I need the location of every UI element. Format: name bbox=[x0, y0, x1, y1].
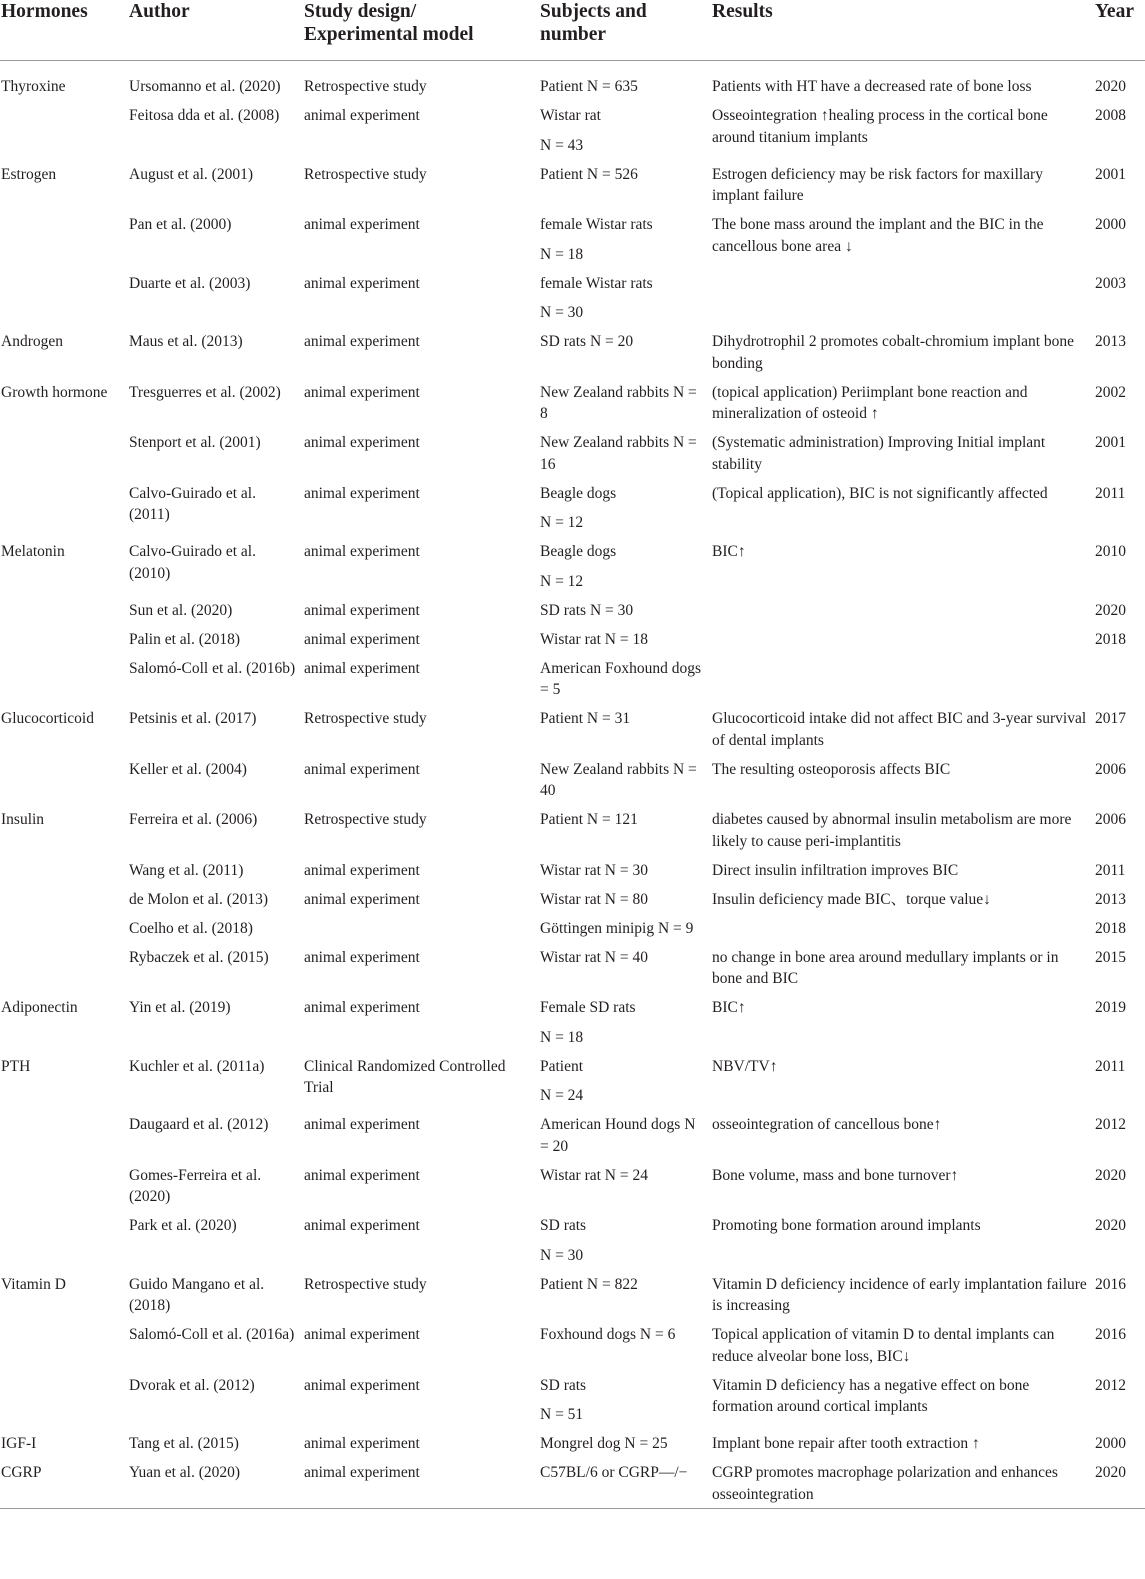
cell-study-design: animal experiment bbox=[304, 630, 420, 648]
cell-subjects bbox=[540, 703, 712, 754]
cell-subjects bbox=[540, 804, 712, 855]
cell-results: (Systematic administration) Improving Initial implant stability bbox=[712, 434, 1046, 473]
cell-study-design: animal experiment bbox=[304, 1326, 420, 1343]
subjects-line: Wistar rat N = 80 bbox=[540, 890, 648, 908]
subjects-line: American Hound dogs N = 20 bbox=[540, 1116, 696, 1155]
cell-hormone bbox=[0, 942, 129, 993]
cell-author: de Molon et al. (2013) bbox=[129, 890, 269, 908]
cell-subjects bbox=[540, 1457, 712, 1508]
table-row bbox=[0, 1269, 1145, 1320]
subjects-line: Female SD rats bbox=[540, 999, 636, 1016]
cell-hormone: IGF-I bbox=[1, 1435, 37, 1452]
cell-author: Kuchler et al. (2011a) bbox=[129, 1057, 265, 1075]
cell-hormone bbox=[0, 1210, 129, 1269]
subjects-line: female Wistar rats bbox=[540, 274, 653, 292]
cell-results: Promoting bone formation around implants bbox=[712, 1217, 981, 1234]
subjects-line: C57BL/6 or CGRP—/− bbox=[540, 1464, 688, 1481]
cell-author: Calvo-Guirado et al. (2010) bbox=[129, 543, 256, 582]
cell-year: 2018 bbox=[1095, 630, 1126, 648]
table-row bbox=[0, 1210, 1145, 1269]
cell-subjects bbox=[540, 478, 712, 537]
cell-study-design: animal experiment bbox=[304, 1464, 420, 1481]
cell-study-design: animal experiment bbox=[304, 999, 420, 1016]
cell-subjects bbox=[540, 1109, 712, 1160]
cell-subjects bbox=[540, 427, 712, 478]
subjects-line: Patient N = 526 bbox=[540, 165, 638, 183]
cell-results: no change in bone area around medullary implants or in bone and BIC bbox=[712, 948, 1059, 987]
subjects-line: SD rats N = 20 bbox=[540, 333, 634, 350]
subjects-line: N = 30 bbox=[540, 1246, 584, 1264]
cell-author: Rybaczek et al. (2015) bbox=[129, 948, 269, 966]
cell-year: 2001 bbox=[1095, 434, 1126, 451]
cell-year: 2011 bbox=[1095, 1057, 1126, 1075]
cell-hormone: Glucocorticoid bbox=[1, 710, 94, 727]
subjects-line: Wistar rat N = 18 bbox=[540, 630, 648, 648]
cell-subjects bbox=[540, 884, 712, 913]
subjects-line: Patient N = 635 bbox=[540, 78, 638, 95]
cell-study-design: animal experiment bbox=[304, 333, 420, 350]
cell-year: 2006 bbox=[1095, 760, 1126, 778]
cell-results bbox=[712, 595, 1095, 624]
cell-study-design: Retrospective study bbox=[304, 165, 427, 183]
cell-results: Vitamin D deficiency incidence of early implantation failure is increasing bbox=[712, 1275, 1087, 1314]
cell-subjects bbox=[540, 268, 712, 327]
cell-results: BIC↑ bbox=[712, 999, 746, 1016]
cell-author: Pan et al. (2000) bbox=[129, 216, 232, 233]
cell-subjects bbox=[540, 377, 712, 428]
subjects-line: Wistar rat N = 24 bbox=[540, 1166, 648, 1184]
cell-author: Ferreira et al. (2006) bbox=[129, 811, 258, 828]
cell-subjects bbox=[540, 754, 712, 805]
cell-year: 2006 bbox=[1095, 811, 1126, 828]
cell-author: Yuan et al. (2020) bbox=[129, 1464, 241, 1481]
cell-author: Wang et al. (2011) bbox=[129, 861, 244, 879]
subjects-line: Göttingen minipig N = 9 bbox=[540, 919, 694, 937]
cell-hormone bbox=[0, 624, 129, 653]
cell-results: (topical application) Periimplant bone reaction and mineralization of osteoid ↑ bbox=[712, 383, 1028, 422]
cell-author: Gomes-Ferreira et al. (2020) bbox=[129, 1166, 262, 1205]
table-row bbox=[0, 884, 1145, 913]
cell-author: Guido Mangano et al. (2018) bbox=[129, 1275, 265, 1314]
cell-hormone bbox=[0, 268, 129, 327]
subjects-line: female Wistar rats bbox=[540, 216, 653, 233]
cell-year: 2019 bbox=[1095, 999, 1126, 1016]
table-row bbox=[0, 992, 1145, 1051]
cell-year: 2015 bbox=[1095, 948, 1126, 966]
cell-author: August et al. (2001) bbox=[129, 165, 253, 183]
cell-subjects bbox=[540, 624, 712, 653]
cell-subjects bbox=[540, 653, 712, 704]
subjects-line: SD rats bbox=[540, 1376, 587, 1394]
cell-hormone bbox=[0, 884, 129, 913]
cell-results: Implant bone repair after tooth extraction ↑ bbox=[712, 1435, 980, 1452]
cell-study-design: animal experiment bbox=[304, 383, 420, 401]
header-subjects: Subjects and number bbox=[540, 0, 712, 61]
cell-author: Palin et al. (2018) bbox=[129, 630, 241, 648]
cell-results: Direct insulin infiltration improves BIC bbox=[712, 861, 959, 879]
table-header bbox=[0, 0, 1145, 61]
subjects-line: Wistar rat bbox=[540, 107, 601, 124]
cell-hormone bbox=[0, 1109, 129, 1160]
cell-study-design: animal experiment bbox=[304, 659, 420, 677]
cell-subjects bbox=[540, 595, 712, 624]
cell-author: Salomó-Coll et al. (2016a) bbox=[129, 1326, 295, 1343]
cell-hormone bbox=[0, 100, 129, 159]
cell-hormone: Insulin bbox=[1, 811, 45, 828]
table-row bbox=[0, 61, 1145, 101]
table-row bbox=[0, 1370, 1145, 1429]
subjects-line: Wistar rat N = 30 bbox=[540, 861, 648, 879]
table-row bbox=[0, 427, 1145, 478]
cell-hormone: CGRP bbox=[1, 1464, 42, 1481]
cell-author: Yin et al. (2019) bbox=[129, 999, 231, 1016]
cell-hormone bbox=[0, 209, 129, 268]
subjects-line: Patient N = 121 bbox=[540, 811, 638, 828]
cell-results: Bone volume, mass and bone turnover↑ bbox=[712, 1166, 959, 1184]
subjects-line: Mongrel dog N = 25 bbox=[540, 1435, 668, 1452]
table-row bbox=[0, 942, 1145, 993]
cell-results: Osseointegration ↑healing process in the cortical bone around titanium implants bbox=[712, 107, 1048, 146]
table-row bbox=[0, 100, 1145, 159]
cell-author: Salomó-Coll et al. (2016b) bbox=[129, 659, 296, 677]
cell-year: 2020 bbox=[1095, 78, 1126, 95]
cell-study-design: Retrospective study bbox=[304, 710, 427, 727]
subjects-line: N = 12 bbox=[540, 514, 584, 531]
cell-subjects bbox=[540, 1051, 712, 1110]
cell-study-design: animal experiment bbox=[304, 274, 420, 292]
subjects-line: N = 18 bbox=[540, 245, 584, 263]
cell-study-design: animal experiment bbox=[304, 216, 420, 233]
cell-year: 2000 bbox=[1095, 216, 1126, 233]
cell-study-design: animal experiment bbox=[304, 760, 420, 778]
subjects-line: Patient bbox=[540, 1057, 584, 1075]
cell-year: 2008 bbox=[1095, 107, 1126, 124]
header-study-design: Study design/ Experimental model bbox=[304, 0, 540, 61]
table-row bbox=[0, 377, 1145, 428]
cell-results: (Topical application), BIC is not significantly affected bbox=[712, 484, 1048, 502]
cell-author: Stenport et al. (2001) bbox=[129, 434, 261, 451]
cell-year: 2020 bbox=[1095, 1166, 1126, 1184]
cell-author: Maus et al. (2013) bbox=[129, 333, 243, 350]
cell-author: Ursomanno et al. (2020) bbox=[129, 78, 281, 95]
cell-hormone bbox=[0, 427, 129, 478]
cell-subjects bbox=[540, 855, 712, 884]
subjects-line: SD rats bbox=[540, 1217, 587, 1234]
cell-year: 2003 bbox=[1095, 274, 1126, 292]
table-row bbox=[0, 595, 1145, 624]
cell-hormone bbox=[0, 478, 129, 537]
subjects-line: New Zealand rabbits N = 16 bbox=[540, 434, 697, 473]
cell-study-design: animal experiment bbox=[304, 1217, 420, 1234]
subjects-line: N = 18 bbox=[540, 1028, 584, 1046]
cell-study-design: animal experiment bbox=[304, 1116, 420, 1133]
cell-year: 2016 bbox=[1095, 1275, 1126, 1293]
cell-results: Topical application of vitamin D to dental implants can reduce alveolar bone loss, BIC↓ bbox=[712, 1326, 1055, 1365]
header-year: Year bbox=[1095, 0, 1145, 61]
table-row bbox=[0, 855, 1145, 884]
cell-subjects bbox=[540, 1269, 712, 1320]
cell-results bbox=[712, 913, 1095, 942]
subjects-line: Wistar rat N = 40 bbox=[540, 948, 648, 966]
cell-year: 2020 bbox=[1095, 1464, 1126, 1481]
cell-study-design: animal experiment bbox=[304, 1435, 420, 1452]
cell-year: 2020 bbox=[1095, 1217, 1126, 1234]
cell-subjects bbox=[540, 536, 712, 595]
cell-study-design: animal experiment bbox=[304, 107, 420, 124]
cell-author: Tang et al. (2015) bbox=[129, 1435, 239, 1452]
header-results: Results bbox=[712, 0, 1095, 61]
table-row bbox=[0, 1160, 1145, 1211]
cell-study-design bbox=[304, 913, 540, 942]
cell-hormone: PTH bbox=[1, 1057, 31, 1075]
subjects-line: N = 43 bbox=[540, 136, 584, 154]
cell-year: 2013 bbox=[1095, 333, 1126, 350]
table-row bbox=[0, 754, 1145, 805]
cell-study-design: animal experiment bbox=[304, 861, 420, 879]
table-row bbox=[0, 478, 1145, 537]
cell-study-design: animal experiment bbox=[304, 948, 420, 966]
cell-author: Park et al. (2020) bbox=[129, 1217, 237, 1234]
subjects-line: N = 24 bbox=[540, 1087, 584, 1104]
subjects-line: N = 30 bbox=[540, 304, 584, 321]
cell-results: diabetes caused by abnormal insulin metabolism are more likely to cause peri-implantitis bbox=[712, 811, 1072, 850]
cell-study-design: animal experiment bbox=[304, 434, 420, 451]
cell-hormone bbox=[0, 855, 129, 884]
cell-hormone bbox=[0, 595, 129, 624]
cell-hormone bbox=[0, 754, 129, 805]
table-row bbox=[0, 1428, 1145, 1457]
cell-hormone bbox=[0, 1319, 129, 1370]
cell-year: 2016 bbox=[1095, 1326, 1126, 1343]
table-row bbox=[0, 209, 1145, 268]
cell-hormone bbox=[0, 1370, 129, 1429]
cell-author: Feitosa dda et al. (2008) bbox=[129, 107, 280, 124]
table-row bbox=[0, 653, 1145, 704]
cell-hormone: Androgen bbox=[1, 333, 63, 350]
cell-hormone: Melatonin bbox=[1, 543, 65, 560]
cell-study-design: Retrospective study bbox=[304, 1275, 427, 1293]
table-row bbox=[0, 913, 1145, 942]
cell-hormone bbox=[0, 1160, 129, 1211]
subjects-line: N = 12 bbox=[540, 572, 584, 590]
cell-year: 2017 bbox=[1095, 710, 1126, 727]
cell-results: NBV/TV↑ bbox=[712, 1057, 778, 1075]
table-body bbox=[0, 61, 1145, 1508]
cell-author: Duarte et al. (2003) bbox=[129, 274, 251, 292]
table-row bbox=[0, 1051, 1145, 1110]
subjects-line: Beagle dogs bbox=[540, 543, 617, 560]
subjects-line: New Zealand rabbits N = 40 bbox=[540, 760, 697, 799]
cell-results: CGRP promotes macrophage polarization and enhances osseointegration bbox=[712, 1464, 1058, 1503]
table-row bbox=[0, 536, 1145, 595]
table-row bbox=[0, 159, 1145, 210]
cell-results: Insulin deficiency made BIC、torque value↓ bbox=[712, 890, 991, 908]
cell-results: Glucocorticoid intake did not affect BIC and 3-year survival of dental implants bbox=[712, 710, 1087, 749]
cell-subjects bbox=[540, 992, 712, 1051]
cell-author: Tresguerres et al. (2002) bbox=[129, 383, 281, 401]
cell-study-design: animal experiment bbox=[304, 890, 420, 908]
cell-results: Patients with HT have a decreased rate of bone loss bbox=[712, 78, 1032, 95]
cell-study-design: animal experiment bbox=[304, 1376, 420, 1394]
cell-year: 2012 bbox=[1095, 1116, 1126, 1133]
cell-author: Sun et al. (2020) bbox=[129, 601, 233, 619]
table-row bbox=[0, 703, 1145, 754]
cell-year bbox=[1095, 653, 1145, 704]
subjects-line: New Zealand rabbits N = 8 bbox=[540, 383, 697, 422]
cell-subjects bbox=[540, 61, 712, 101]
subjects-line: Patient N = 822 bbox=[540, 1275, 638, 1293]
cell-author: Dvorak et al. (2012) bbox=[129, 1376, 255, 1394]
cell-year: 2010 bbox=[1095, 543, 1126, 560]
cell-hormone bbox=[0, 653, 129, 704]
cell-year: 2011 bbox=[1095, 861, 1126, 879]
table-row bbox=[0, 1319, 1145, 1370]
subjects-line: N = 51 bbox=[540, 1406, 584, 1423]
table-row bbox=[0, 624, 1145, 653]
cell-author: Keller et al. (2004) bbox=[129, 760, 247, 778]
cell-hormone: Thyroxine bbox=[1, 78, 66, 95]
cell-subjects bbox=[540, 1428, 712, 1457]
cell-subjects bbox=[540, 1370, 712, 1429]
cell-subjects bbox=[540, 1160, 712, 1211]
cell-study-design: animal experiment bbox=[304, 1166, 420, 1184]
cell-results: BIC↑ bbox=[712, 543, 746, 560]
header-author: Author bbox=[129, 0, 304, 61]
subjects-line: Beagle dogs bbox=[540, 484, 617, 502]
cell-author: Daugaard et al. (2012) bbox=[129, 1116, 269, 1133]
cell-year: 2000 bbox=[1095, 1435, 1126, 1452]
cell-study-design: animal experiment bbox=[304, 484, 420, 502]
cell-subjects bbox=[540, 100, 712, 159]
header-hormones: Hormones bbox=[0, 0, 129, 61]
table-row bbox=[0, 326, 1145, 377]
cell-hormone: Estrogen bbox=[1, 165, 57, 183]
table-row bbox=[0, 1457, 1145, 1508]
table-bottom-rule bbox=[0, 1508, 1145, 1509]
subjects-line: Foxhound dogs N = 6 bbox=[540, 1326, 676, 1343]
cell-hormone: Growth hormone bbox=[1, 383, 108, 401]
cell-subjects bbox=[540, 159, 712, 210]
cell-subjects bbox=[540, 1319, 712, 1370]
cell-author: Coelho et al. (2018) bbox=[129, 919, 253, 937]
subjects-line: Patient N = 31 bbox=[540, 710, 631, 727]
cell-results bbox=[712, 653, 1095, 704]
cell-results: Estrogen deficiency may be risk factors for maxillary implant failure bbox=[712, 165, 1043, 204]
cell-subjects bbox=[540, 326, 712, 377]
cell-subjects bbox=[540, 913, 712, 942]
cell-results: The resulting osteoporosis affects BIC bbox=[712, 760, 951, 778]
subjects-line: American Foxhound dogs = 5 bbox=[540, 659, 702, 698]
table-row bbox=[0, 268, 1145, 327]
cell-subjects bbox=[540, 209, 712, 268]
cell-author: Petsinis et al. (2017) bbox=[129, 710, 257, 727]
cell-author: Calvo-Guirado et al. (2011) bbox=[129, 484, 256, 523]
cell-study-design: animal experiment bbox=[304, 543, 420, 560]
cell-year: 2018 bbox=[1095, 919, 1126, 937]
cell-year: 2011 bbox=[1095, 484, 1126, 502]
cell-results bbox=[712, 268, 1095, 327]
cell-hormone: Adiponectin bbox=[1, 999, 78, 1016]
cell-results: Vitamin D deficiency has a negative effect on bone formation around cortical implants bbox=[712, 1376, 1030, 1415]
cell-year: 2012 bbox=[1095, 1376, 1126, 1394]
cell-hormone bbox=[0, 913, 129, 942]
cell-year: 2020 bbox=[1095, 601, 1126, 619]
cell-subjects bbox=[540, 942, 712, 993]
cell-hormone: Vitamin D bbox=[1, 1275, 66, 1293]
cell-results: osseointegration of cancellous bone↑ bbox=[712, 1116, 942, 1133]
cell-study-design: Retrospective study bbox=[304, 78, 427, 95]
subjects-line: SD rats N = 30 bbox=[540, 601, 634, 619]
table-row bbox=[0, 1109, 1145, 1160]
cell-subjects bbox=[540, 1210, 712, 1269]
header-row bbox=[0, 0, 1145, 61]
table-row bbox=[0, 804, 1145, 855]
cell-results: Dihydrotrophil 2 promotes cobalt-chromium implant bone bonding bbox=[712, 333, 1075, 372]
cell-year: 2001 bbox=[1095, 165, 1126, 183]
cell-year: 2002 bbox=[1095, 383, 1126, 401]
cell-study-design: animal experiment bbox=[304, 601, 420, 619]
cell-year: 2013 bbox=[1095, 890, 1126, 908]
cell-study-design: Clinical Randomized Controlled Trial bbox=[304, 1057, 506, 1096]
cell-study-design: Retrospective study bbox=[304, 811, 427, 828]
cell-results: The bone mass around the implant and the BIC in the cancellous bone area ↓ bbox=[712, 216, 1044, 255]
cell-results bbox=[712, 624, 1095, 653]
